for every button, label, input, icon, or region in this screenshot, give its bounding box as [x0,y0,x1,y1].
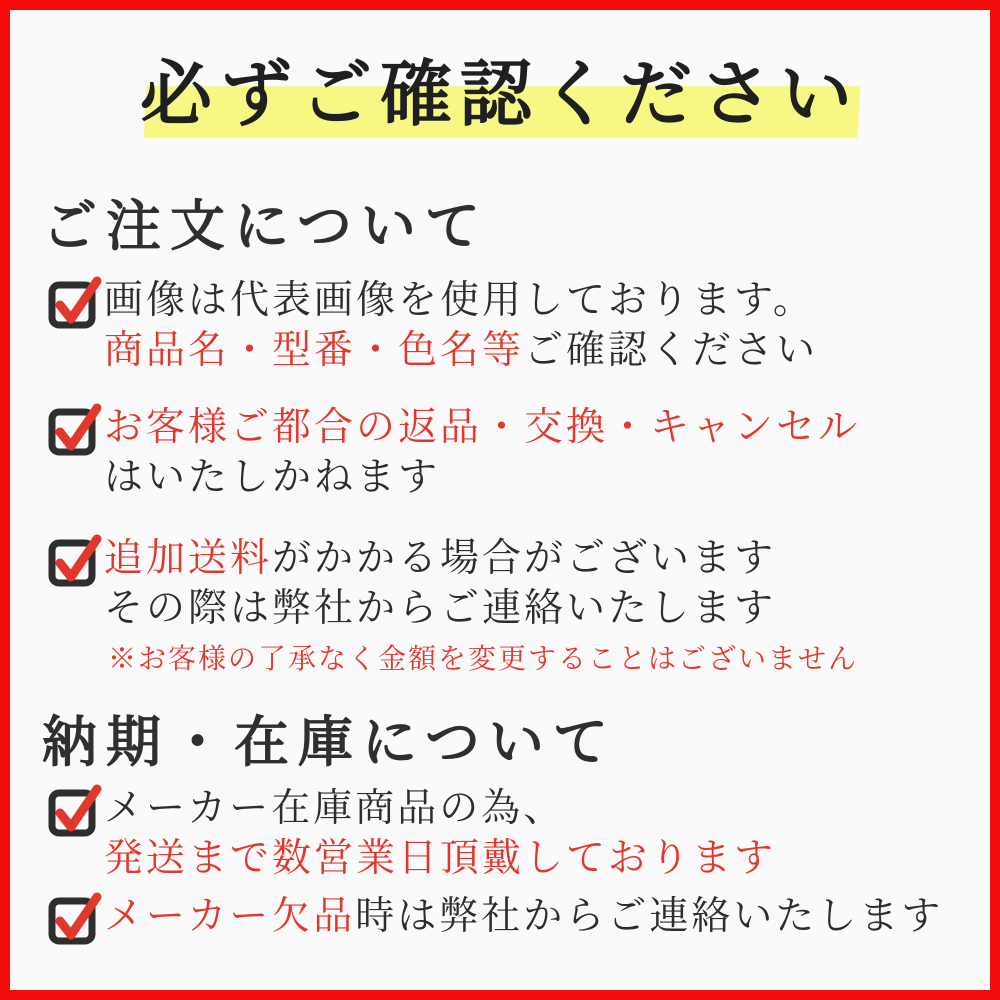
notice-line [104,834,776,884]
text-segment-emphasis: 追加送料 [104,536,273,581]
notice-line [104,784,776,834]
text-segment-emphasis: メーカー欠品 [104,894,356,939]
notice-line [104,892,943,942]
title-block [10,10,990,180]
page-title: 必ずご確認ください [139,51,860,136]
text-segment: がかかる場合がございます [272,536,777,581]
checked-checkbox-icon [46,781,102,837]
notice-item [46,784,976,884]
text-segment: 時は弊社からご連絡いたします [355,894,944,939]
notice-item [46,892,976,945]
section-heading-stock: 納期・在庫について [42,709,617,774]
notice-item [46,403,976,503]
notice-footnote: ※お客様の了承なく金額を変更することはございません [108,642,859,675]
notice-item [46,534,976,676]
checked-checkbox-icon [46,531,102,587]
section-heading-orders: ご注文について [42,193,489,258]
notice-line [104,276,818,326]
checked-checkbox-icon [46,400,102,456]
text-segment: 画像は代表画像を使用しております。 [104,278,815,323]
notice-item [46,276,976,376]
notice-item-text [104,403,860,503]
text-segment-emphasis: 商品名・型番・色名等 [104,328,525,373]
notice-item-text [104,784,776,884]
notice-line [104,584,858,634]
notice-item-text [104,276,818,376]
notice-item-text [104,892,943,942]
checked-checkbox-icon [46,273,102,329]
notice-line [104,534,858,584]
checked-checkbox-icon [46,889,102,945]
notice-line [104,326,818,376]
text-segment-emphasis: 発送まで数営業日頂戴しております [104,836,777,881]
notice-line [104,453,860,503]
text-segment-emphasis: お客様ご都合の返品・交換・キャンセル [104,405,861,450]
text-segment: メーカー在庫商品の為、 [104,786,566,831]
text-segment: その際は弊社からご連絡いたします [104,586,777,631]
text-segment: はいたしかねます [104,455,441,500]
notice-item-text [104,534,858,676]
notice-line [104,403,860,453]
text-segment: ご確認ください [524,328,819,373]
